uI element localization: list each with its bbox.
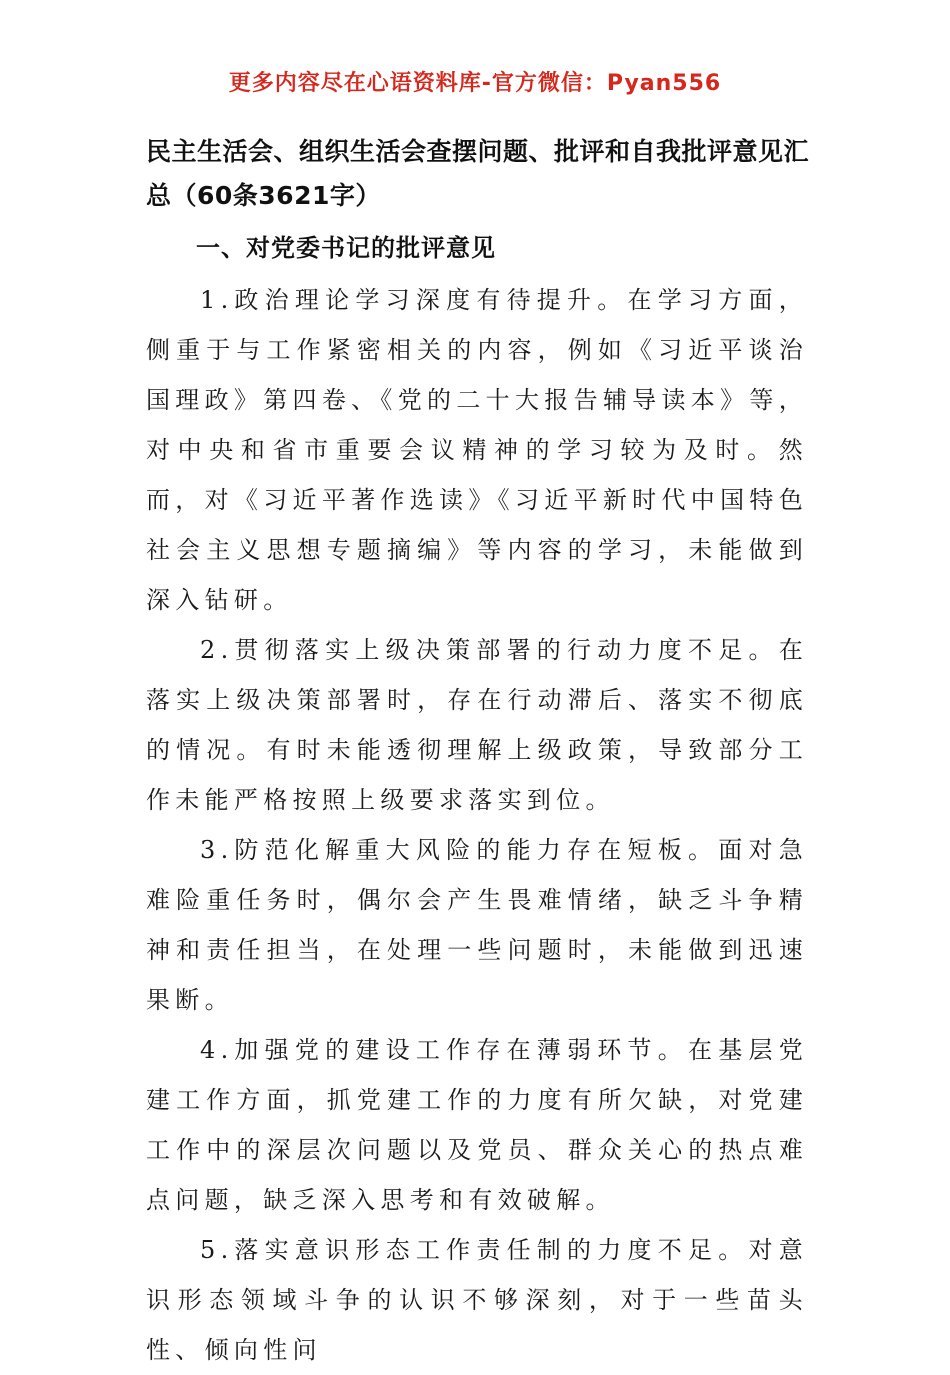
paragraph-5: 5.落实意识形态工作责任制的力度不足。对意识形态领域斗争的认识不够深刻，对于一些苗头性、倾向性问 <box>146 1236 808 1364</box>
paragraph-4: 4.加强党的建设工作存在薄弱环节。在基层党建工作方面，抓党建工作的力度有所欠缺，对党建工作中的深层次问题以及党员、群众关心的热点难点问题，缺乏深入思考和有效破解。 <box>146 1036 808 1214</box>
document-body <box>146 275 808 1375</box>
paragraph-3: 3.防范化解重大风险的能力存在短板。面对急难险重任务时，偶尔会产生畏难情绪，缺乏斗争精神和责任担当，在处理一些问题时，未能做到迅速果断。 <box>146 836 808 1014</box>
paragraph-1: 1.政治理论学习深度有待提升。在学习方面，侧重于与工作紧密相关的内容，例如《习近平谈治国理政》第四卷、《党的二十大报告辅导读本》等，对中央和省市重要会议精神的学习较为及时。然而，对《习近平著作选读》《习近平新时代中国特色社会主义思想专题摘编》等内容的学习，未能做到深入钻研。 <box>146 286 808 614</box>
document-title: 民主生活会、组织生活会查摆问题、批评和自我批评意见汇总（60条3621字） <box>146 137 810 210</box>
section-heading: 一、对党委书记的批评意见 <box>196 234 496 262</box>
watermark-header: 更多内容尽在心语资料库-官方微信：Pyan556 <box>228 71 722 96</box>
paragraph-2: 2.贯彻落实上级决策部署的行动力度不足。在落实上级决策部署时，存在行动滞后、落实不彻底的情况。有时未能透彻理解上级政策，导致部分工作未能严格按照上级要求落实到位。 <box>146 636 808 814</box>
